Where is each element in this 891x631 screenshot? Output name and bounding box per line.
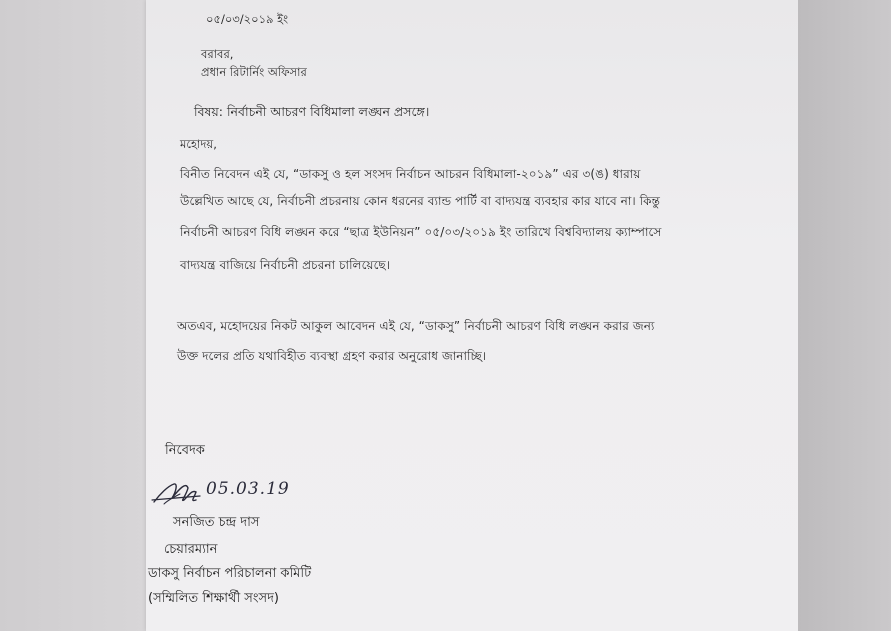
greeting: মহোদয়, [180,137,217,151]
subject-line: বিষয়: নির্বাচনী আচরণ বিধিমালা লঙ্ঘন প্রসঙ্গে। [194,104,430,119]
closing: নিবেদক [165,443,205,458]
body-line-5: অতএব, মহোদয়ের নিকট আকুল আবেদন এই যে, “ডাকসু” নির্বাচনী আচরণ বিধি লঙ্ঘন করার জন্য [177,319,655,333]
body-line-4: বাদ্যযন্ত্র বাজিয়ে নির্বাচনী প্রচরনা চালিয়েছে। [180,258,391,272]
signer-name: সনজিত চন্দ্র দাস [173,515,260,530]
recipient: প্রধান রিটার্নিং অফিসার [201,65,307,79]
body-line-2: উল্লেখিত আছে যে, নির্বাচনী প্রচরনায় কোন ধরনের ব্যান্ড পার্টি বা বাদ্যযন্ত্র ব্যবহার কার যাবে না। কিন্তু [180,194,661,208]
signer-title: চেয়ারম্যান [164,542,218,557]
signer-group: (সম্মিলিত শিক্ষার্থী সংসদ) [148,591,279,606]
background-left [0,0,148,631]
signer-organization: ডাকসু নির্বাচন পরিচালনা কমিটি [148,566,312,581]
letter-date: ০৫/০৩/২০১৯ ইং [206,12,289,26]
background-right [798,0,891,631]
body-line-3: নির্বাচনী আচরণ বিধি লঙ্ঘন করে “ছাত্র ইউনিয়ন” ০৫/০৩/২০১৯ ইং তারিখে বিশ্ববিদ্যালয় ক্যাম্পাসে [180,225,662,239]
signature-date: 05.03.19 [206,479,290,499]
salutation-to: বরাবর, [201,47,234,61]
body-line-1: বিনীত নিবেদন এই যে, “ডাকসু ও হল সংসদ নির্বাচন আচরন বিধিমালা-২০১৯” এর ৩(ঙ) ধারায় [180,167,641,181]
letter-paper [146,0,800,631]
body-line-6: উক্ত দলের প্রতি যথাবিহীত ব্যবস্থা গ্রহণ করার অনুরোধ জানাচ্ছি। [177,349,487,363]
